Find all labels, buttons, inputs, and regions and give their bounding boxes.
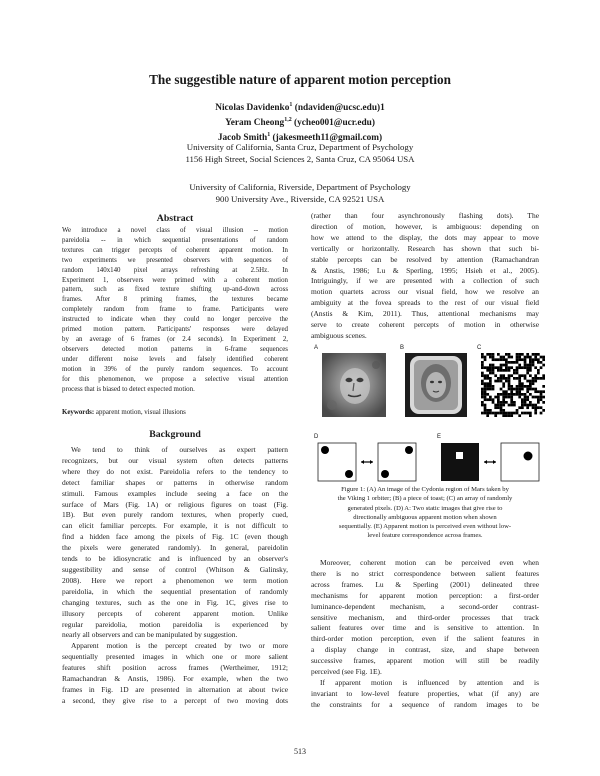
figure-label-a: A xyxy=(314,345,319,351)
abstract-line: primed motion pattern. Participants' responses were delayed xyxy=(62,326,288,334)
caption-line: generated pixels. (D) A: Two static images that give rise to xyxy=(347,504,503,512)
abstract-line: two experiments we presented observers with sequences of xyxy=(62,256,288,264)
paragraph-line: suggestibility and sense of control (Whitson & Galinsky, xyxy=(62,564,288,574)
paragraph-line: regular pareidolia, motion pareidolia is experienced by xyxy=(62,619,288,629)
abstract-line: process that is biased to detect expected motion. xyxy=(62,385,195,393)
paragraph-line: the constraints for a sequence of random images to be xyxy=(311,699,539,709)
figure-label-e: E xyxy=(437,434,442,440)
paragraph-line: serve to create coherent percepts of motion in otherwise xyxy=(311,320,539,330)
paragraph-line: frames in Fig. 1D are presented in alternation at about twice xyxy=(62,684,288,694)
abstract-line: under different noise levels and falsely identified coherent xyxy=(62,355,288,363)
paragraph-line: vertically or horizontally. Research has shown that such bi- xyxy=(311,243,539,253)
abstract-line: textures can trigger percepts of coherent apparent motion. In xyxy=(62,246,288,254)
paragraph-line: invariant to low-level feature properties, what (if any) are xyxy=(311,688,539,698)
paragraph-line: recognizers, but our visual system often detects patterns xyxy=(62,455,288,465)
abstract-heading: Abstract xyxy=(156,213,194,224)
caption-line: the Viking 1 orbiter; (B) a piece of toast; (C) an array of randomly xyxy=(337,495,513,503)
author-3: Jacob Smith$^1$ (jakesmeeth11@gmail.com) xyxy=(217,132,383,144)
background-body xyxy=(62,445,288,707)
abstract-line: pattern, such as fixed texture shifting up-and-down across xyxy=(62,286,288,294)
abstract-line: for this phenomenon, we propose a selective visual attention xyxy=(62,375,288,383)
abstract-body xyxy=(62,226,288,394)
paragraph-line: third-order motion perception, even if the salient features in xyxy=(311,634,539,644)
abstract-line: frames. After 8 priming frames, the textures became xyxy=(62,296,288,304)
paragraph-line: tends to be idiosyncratic and is influenced by an observer's xyxy=(62,554,288,564)
paragraph-line: pareidolia, in which the sequential presentation of randomly xyxy=(62,586,288,596)
paragraph-line: Ramachandran & Anstis, 1986). For example, when the two xyxy=(62,674,288,684)
right-column-bottom-text xyxy=(311,558,539,711)
paragraph-line: changing textures, such as the one in Fig. 1C, gives rise to xyxy=(62,597,288,607)
paragraph-line: ambiguity at the fovea spreads to the rest of our visual field xyxy=(311,298,539,308)
author-1: Nicolas Davidenko$^1$ (ndaviden@ucsc.edu)1 xyxy=(215,102,385,114)
figure-1 xyxy=(311,345,539,475)
abstract-line: We introduce a novel class of visual illusion -- motion xyxy=(62,227,288,234)
author-list xyxy=(0,99,600,144)
paragraph-line: there is no strict correspondence between salient features xyxy=(311,568,539,578)
paragraph-line: We tend to think of ourselves as expert pattern xyxy=(71,445,288,454)
abstract-line: completely random from frame to frame. Participants were xyxy=(62,306,288,314)
figure-label-c: C xyxy=(477,345,482,351)
paragraph-line: a display change in contrast, size, and shape between xyxy=(311,645,539,655)
caption-line: directionally ambiguous apparent motion when shown xyxy=(353,513,497,521)
paragraph-line: mechanisms for apparent motion perception: a first-order xyxy=(311,590,539,600)
paragraph-line: motion quartets across our visual field, how we resolve an xyxy=(311,287,539,297)
paragraph-line: surface of Mars (Fig. 1A) or religious figures on toast (Fig. xyxy=(62,499,288,509)
paragraph-line: a second, they give rise to a percept of two moving dots xyxy=(62,695,288,705)
paragraph-line: where they do not exist. Pareidolia refers to the tendency to xyxy=(62,466,288,476)
double-arrow-icon xyxy=(484,460,496,464)
paragraph-line: 2008). Here we report a phenomenon we term motion xyxy=(62,575,288,585)
page-number: 513 xyxy=(294,747,306,756)
paragraph-line: direction of motion, however, is ambiguous: depending on xyxy=(311,221,539,231)
paragraph-line: ambiguous scenes. xyxy=(311,330,367,340)
paragraph-line: Apparent motion is the percept created by two or more xyxy=(71,641,288,651)
paragraph-line: & Anstis, 1986; Lu & Sperling, 1995; Hsieh et al., 2005). xyxy=(311,265,539,275)
abstract-line: by an average of 6 frames (or 2.4 seconds). In Experiment 2, xyxy=(62,335,288,343)
figure-d-quartet xyxy=(314,442,418,482)
author-2: Yeram Cheong$^{1,2}$ (ycheo001@ucr.edu) xyxy=(225,117,375,129)
paragraph-line: nearly all observers and can be manipulated by suggestion. xyxy=(62,630,238,640)
right-column-top-text xyxy=(311,211,539,342)
paragraph-line: the pixels were generated randomly). In general, pareidolin xyxy=(62,543,288,553)
paragraph-line: 1B). But even purely random textures, when properly cued, xyxy=(62,510,288,520)
figure-e-feature-change xyxy=(437,442,541,482)
abstract-line: observers detected motion patterns in 6-frame sequences xyxy=(62,345,288,353)
background-heading: Background xyxy=(149,429,201,440)
caption-line: level feature correspondence across frames. xyxy=(367,532,483,540)
caption-line: sequentially. (E) Apparent motion is perceived even without low- xyxy=(338,523,512,531)
paragraph-line: (rather than four asynchronously flashing dots). The xyxy=(311,211,539,220)
paragraph-line: perceived (see Fig. 1E). xyxy=(311,667,382,677)
paragraph-line: detect familiar shapes or patterns in otherwise random xyxy=(62,477,288,487)
paragraph-line: sensitive mechanism, and third-order processes that track xyxy=(311,612,539,622)
figure-caption xyxy=(311,485,539,541)
paragraph-line: stable percepts can be resolved by attention (Ramachandran xyxy=(311,254,539,264)
abstract-line: random 140x140 pixel arrays refreshing at 2.5Hz. In xyxy=(62,266,288,274)
paragraph-line: luminance-dependent mechanism, a second-order contrast- xyxy=(311,601,539,611)
paragraph-line: stimuli. Famous examples include seeing a face on the xyxy=(62,488,288,498)
paper-title: The suggestible nature of apparent motion perception xyxy=(149,72,451,87)
double-arrow-icon xyxy=(361,460,373,464)
paragraph-line: how we attend to the display, the dots may appear to move xyxy=(311,232,539,242)
paragraph-line: Moreover, coherent motion can be perceived even when xyxy=(320,558,539,567)
paragraph-line: across frames. Lu & Sperling (2001) delineated three xyxy=(311,579,539,589)
caption-line: Figure 1: (A) An image of the Cydonia region of Mars taken by xyxy=(341,486,509,493)
toast-image xyxy=(405,353,467,417)
abstract-line: Experiment 1, observers were primed with a coherent motion xyxy=(62,276,288,284)
affiliation-ucsc: University of California, Santa Cruz, Department of Psychology 1156 High Street, Social Sciences 2, Santa Cruz, CA 95064 USA xyxy=(185,142,415,164)
random-pixels-image xyxy=(481,353,545,417)
mars-face-image xyxy=(322,353,386,417)
abstract-line: motion in 39% of the purely random sequences. To account xyxy=(62,365,288,373)
figure-label-d: D xyxy=(314,434,319,440)
abstract-line: instructed to indicate when they could no longer perceive the xyxy=(62,316,288,324)
abstract-line: pareidolia -- in which sequential presentations of random xyxy=(62,236,288,244)
affiliation-ucr: University of California, Riverside, Department of Psychology 900 University Ave., Riverside, CA 92521 USA xyxy=(189,182,411,204)
paragraph-line: (Anstis & Kim, 2011). Thus, attentional mechanisms may xyxy=(311,309,539,319)
keywords: Keywords: apparent motion, visual illusions xyxy=(62,409,186,416)
paragraph-line: sequentially presented images in which one or more salient xyxy=(62,652,288,662)
paragraph-line: illusory percepts of coherent apparent motion. Unlike xyxy=(62,608,288,618)
paragraph-line: Intriguingly, if we are presented with a collection of such xyxy=(311,276,539,286)
figure-label-b: B xyxy=(400,345,405,351)
paragraph-line: salient features over time and is sensitive to attention. In xyxy=(311,623,539,633)
paragraph-line: successive frames, apparent motion will still be readily xyxy=(311,656,539,666)
paragraph-line: can elicit familiar percepts. For example, it is not difficult to xyxy=(62,521,288,531)
paragraph-line: find a hidden face among the pixels of Fig. 1C (even though xyxy=(62,532,288,542)
paragraph-line: If apparent motion is influenced by attention and is xyxy=(320,677,539,687)
paragraph-line: features shift position across frames (Wertheimer, 1912; xyxy=(62,663,288,673)
